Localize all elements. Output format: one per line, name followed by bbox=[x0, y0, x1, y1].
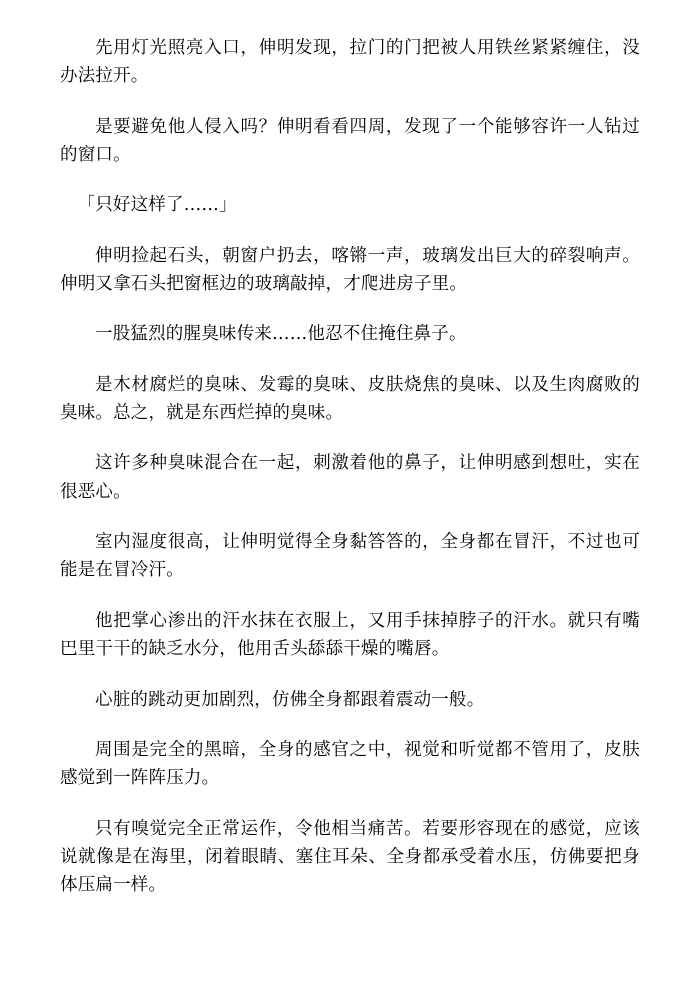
paragraph: 是木材腐烂的臭味、发霉的臭味、皮肤烧焦的臭味、以及生肉腐败的臭味。总之，就是东西烂掉的臭味。 bbox=[60, 374, 640, 424]
paragraph-dialogue: 「只好这样了……」 bbox=[77, 195, 237, 216]
paragraph: 伸明捡起石头，朝窗户扔去，喀锵一声，玻璃发出巨大的碎裂响声。伸明又拿石头把窗框边的玻璃敲掉，才爬进房子里。 bbox=[60, 245, 640, 295]
paragraph: 室内湿度很高，让伸明觉得全身黏答答的，全身都在冒汗，不过也可能是在冒冷汗。 bbox=[60, 532, 640, 581]
paragraph: 他把掌心渗出的汗水抹在衣服上，又用手抹掉脖子的汗水。就只有嘴巴里干干的缺乏水分，他用舌头舔舔干燥的嘴唇。 bbox=[60, 610, 640, 660]
paragraph: 周围是完全的黑暗，全身的感官之中，视觉和听觉都不管用了，皮肤感觉到一阵阵压力。 bbox=[60, 739, 640, 789]
paragraph: 心脏的跳动更加剧烈，仿佛全身都跟着震动一般。 bbox=[95, 689, 485, 710]
paragraph: 这许多种臭味混合在一起，刺激着他的鼻子，让伸明感到想吐，实在很恶心。 bbox=[60, 453, 640, 502]
paragraph: 一股猛烈的腥臭味传来……他忍不住掩住鼻子。 bbox=[95, 324, 467, 345]
paragraph: 先用灯光照亮入口，伸明发现，拉门的门把被人用铁丝紧紧缠住，没办法拉开。 bbox=[60, 38, 640, 87]
paragraph: 是要避免他人侵入吗？伸明看看四周，发现了一个能够容许一人钻过的窗口。 bbox=[60, 116, 640, 166]
paragraph: 只有嗅觉完全正常运作，令他相当痛苦。若要形容现在的感觉，应该说就像是在海里，闭着眼睛、塞住耳朵、全身都承受着水压，仿佛要把身体压扁一样。 bbox=[60, 818, 640, 896]
page-text-body bbox=[60, 34, 640, 900]
